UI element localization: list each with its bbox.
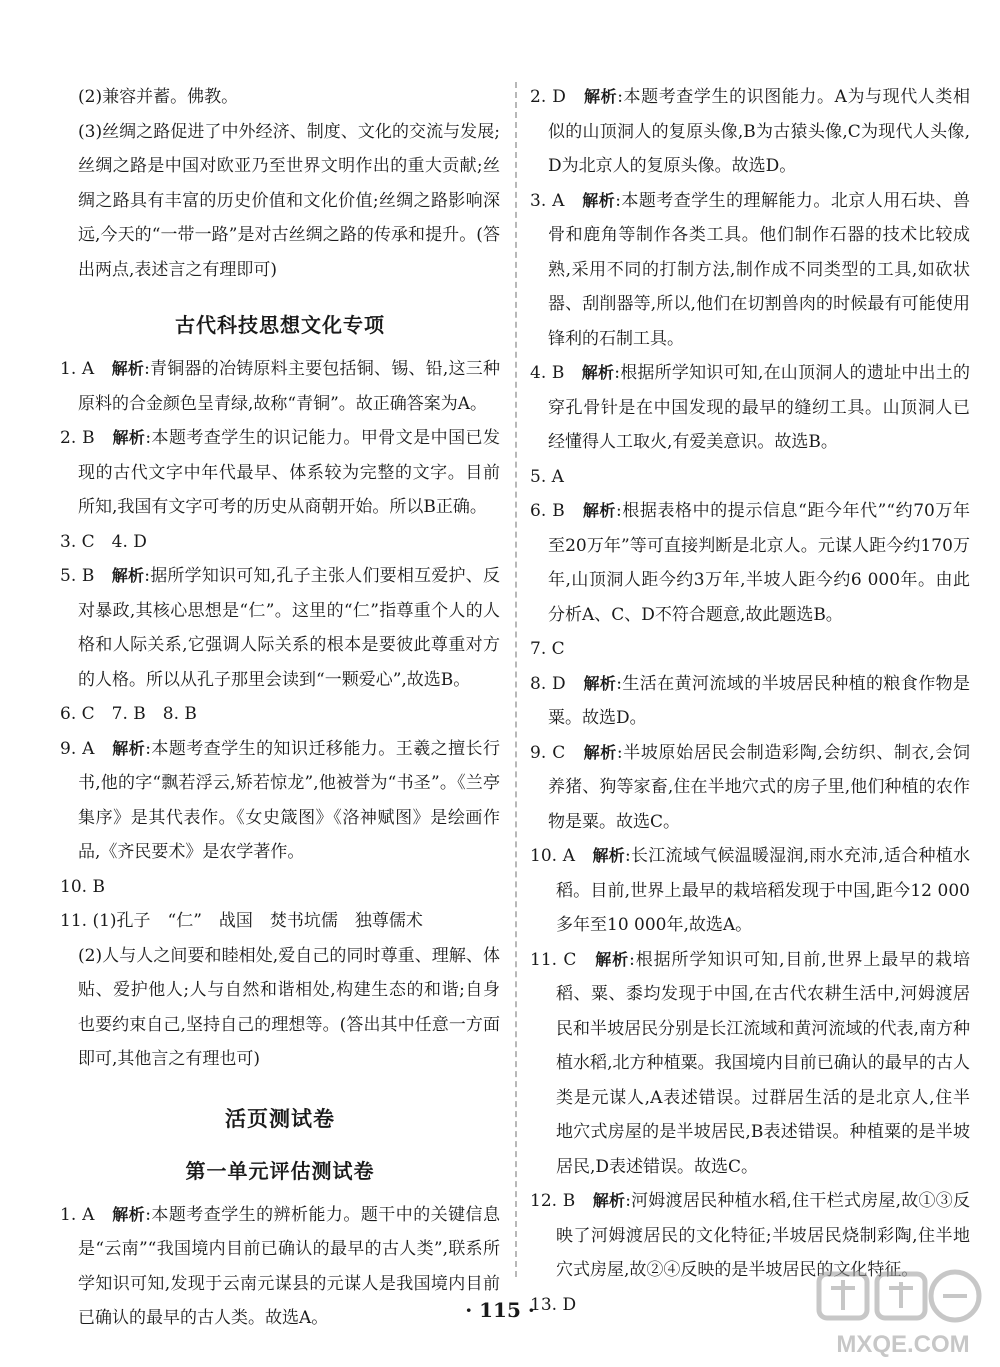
answer-item: 7. C — [530, 639, 565, 659]
answer-item: 12. B 解析:河姆渡居民种植水稻,住干栏式房屋,故①③反映了河姆渡居民的文化特征;半坡居民烧制彩陶,住半地穴式房屋,故②④反映的是半坡居民的文化特征。 — [530, 1191, 970, 1280]
answer-item-11-part2: (2)人与人之间要和睦相处,爱自己的同时尊重、理解、体贴、爱护他人;人与自然和谐相处,构建生态的和谐;自身也要约束自己,坚持自己的理想等。(答出其中任意一方面即可,其他言之有理也可) — [78, 945, 500, 1069]
answer-item: 13. D — [530, 1294, 577, 1315]
section-title-science-culture: 古代科技思想文化专项 — [175, 313, 385, 337]
answer-item: 11. C 解析:根据所学知识可知,目前,世界上最早的栽培稻、粟、黍均发现于中国,在古代农耕生活中,河姆渡居民和半坡居民分别是长江流域和黄河流域的代表,南方种植水稻,北方种植粟。我国境内目前已确认的最早的古人类是元谋人,A表述错误。过群居生活的是北京人,住半地穴式房屋的是半坡居民,B表述错误。种植粟的是半坡居民,D表述错误。故选C。 — [530, 949, 970, 1177]
answer-item: 2. D 解析:本题考查学生的识图能力。A为与现代人类相似的山顶洞人的复原头像,B为古猿头像,C为现代人头像,D为北京人的复原头像。故选D。 — [530, 87, 970, 176]
answer-item: 9. A 解析:本题考查学生的知识迁移能力。王羲之擅长行书,他的字“飘若浮云,矫若惊龙”,他被誉为“书圣”。《兰亭集序》是其代表作。《女史箴图》《洛神赋图》是绘画作品,《齐民要术》是农学著作。 — [60, 738, 501, 862]
svg-text:MXQE.COM: MXQE.COM — [836, 1331, 970, 1358]
answer-item: 8. D 解析:生活在黄河流域的半坡居民种植的粮食作物是粟。故选D。 — [530, 673, 970, 728]
section-title-loose-leaf-tests: 活页测试卷 — [225, 1106, 335, 1131]
answer-item: 10. B — [60, 876, 105, 897]
answer-item: 5. B 解析:据所学知识可知,孔子主张人们要相互爱护、反对暴政,其核心思想是“仁”。这里的“仁”指尊重个人的人格和人际关系,它强调人际关系的根本是要彼此尊重对方的人格。所以从孔子那里会读到“一颗爱心”,故选B。 — [60, 566, 500, 690]
answer-item: 6. C 7. B 8. B — [60, 704, 197, 724]
intro-paragraph-3: (3)丝绸之路促进了中外经济、制度、文化的交流与发展;丝绸之路是中国对欧亚乃至世界文明作出的重大贡献;丝绸之路具有丰富的历史价值和文化价值;丝绸之路影响深远,今天的“一带一路”是对古丝绸之路的传承和提升。(答出两点,表述言之有理即可) — [78, 121, 500, 280]
answer-item: 1. A 解析:青铜器的冶铸原料主要包括铜、锡、铅,这三种原料的合金颜色呈青绿,故称“青铜”。故正确答案为A。 — [60, 359, 501, 414]
answer-item: 9. C 解析:半坡原始居民会制造彩陶,会纺织、制衣,会饲养猪、狗等家畜,住在半地穴式的房子里,他们种植的农作物是粟。故选C。 — [530, 742, 970, 832]
answer-item: 5. A — [530, 466, 564, 487]
answer-item: 6. B 解析:根据表格中的提示信息“距今年代”“约70万年至20万年”等可直接判断是北京人。元谋人距今约170万年,山顶洞人距今约3万年,半坡人距今约6 000年。由此分析A、C、D不符合题意,故此题选B。 — [530, 501, 970, 625]
answer-item: 10. A 解析:长江流域气候温暖湿润,雨水充沛,适合种植水稻。目前,世界上最早的栽培稻发现于中国,距今12 000多年至10 000年,故选A。 — [530, 846, 971, 935]
answer-item: 3. A 解析:本题考查学生的理解能力。北京人用石块、兽骨和鹿角等制作各类工具。他们制作石器的技术比较成熟,采用不同的打制方法,制作成不同类型的工具,如砍状器、刮削器等,所以,他们在切割兽肉的时候最有可能使用锋利的石制工具。 — [530, 190, 971, 349]
column-divider — [515, 82, 517, 1277]
answer-item: 1. A 解析:本题考查学生的辨析能力。题干中的关键信息是“云南”“我国境内目前已确认的最早的古人类”,联系所学知识可知,发现于云南元谋县的元谋人是我国境内目前已确认的最早的古人类。故选A。 — [60, 1204, 501, 1328]
answer-item: 11. (1)孔子 “仁” 战国 焚书坑儒 独尊儒术 — [60, 911, 423, 931]
intro-paragraph-2: (2)兼容并蓄。佛教。 — [78, 87, 239, 107]
answer-item: 2. B 解析:本题考查学生的识记能力。甲骨文是中国已发现的古代文字中年代最早、体系较为完整的文字。目前所知,我国有文字可考的历史从商朝开始。所以B正确。 — [60, 428, 500, 517]
answer-item: 3. C 4. D — [60, 531, 147, 552]
section-title-unit1-test: 第一单元评估测试卷 — [185, 1158, 375, 1183]
left-column — [60, 80, 500, 1336]
page-number: · 115 · — [465, 1298, 535, 1322]
answer-item: 4. B 解析:根据所学知识可知,在山顶洞人的遗址中出土的穿孔骨针是在中国发现的最早的缝纫工具。山顶洞人已经懂得人工取火,有爱美意识。故选B。 — [530, 363, 970, 452]
right-column — [530, 80, 970, 1322]
answer-site-watermark-logo — [815, 1268, 990, 1363]
